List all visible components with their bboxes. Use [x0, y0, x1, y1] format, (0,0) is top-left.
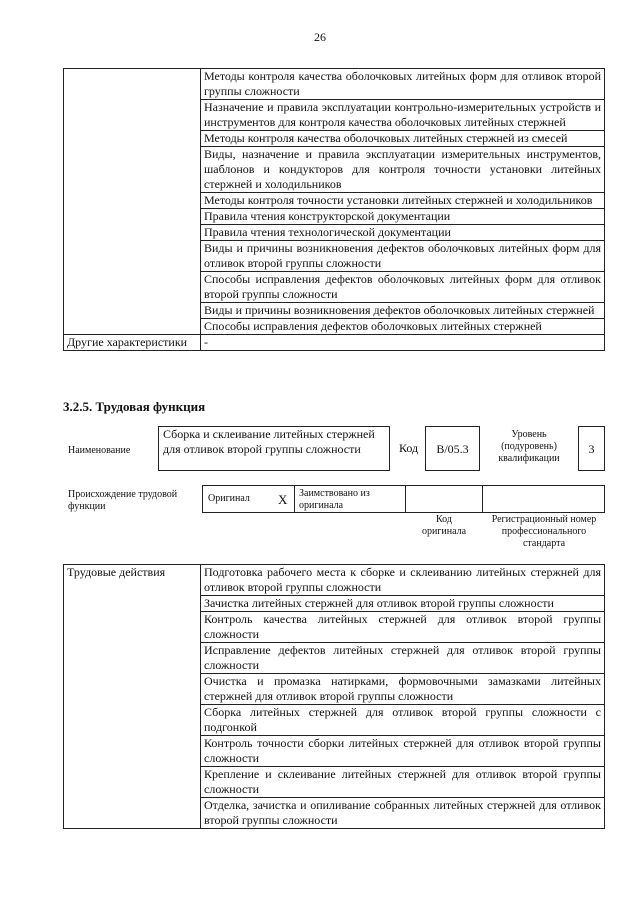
table-row	[64, 335, 605, 351]
knowledge-table	[63, 68, 605, 351]
origin-label: Происхождение трудовой функции	[68, 489, 178, 512]
code-original-label: Код оригинала	[421, 514, 467, 537]
knowledge-item: Виды и причины возникновения дефектов оболочковых литейных форм для отливок второй группы сложности	[201, 241, 605, 272]
action-item: Контроль качества литейных стержней для отливок второй группы сложности	[201, 612, 605, 643]
code-label: Код	[399, 441, 419, 455]
name-label: Наименование	[68, 445, 131, 456]
labor-actions-table	[63, 564, 605, 829]
other-characteristics-label: Другие характеристики	[64, 335, 201, 351]
origin-table	[202, 485, 605, 513]
knowledge-item: Виды, назначение и правила эксплуатации измерительных инструментов, шаблонов и кондукторов для контроля точности установки литейных стержней и холодильников	[201, 147, 605, 193]
knowledge-item: Виды и причины возникновения дефектов оболочковых литейных стержней	[201, 303, 605, 319]
knowledge-item: Способы исправления дефектов оболочковых литейных форм для отливок второй группы сложности	[201, 272, 605, 303]
action-item: Сборка литейных стержней для отливок второй группы сложности с подгонкой	[201, 705, 605, 736]
action-item: Очистка и промазка натирками, формовочными замазками литейных стержней для отливок второй группы сложности	[201, 674, 605, 705]
function-name-field: Сборка и склеивание литейных стержней для отливок второй группы сложности	[158, 426, 390, 471]
action-item: Крепление и склеивание литейных стержней для отливок второй группы сложности	[201, 767, 605, 798]
knowledge-item: Правила чтения конструкторской документации	[201, 209, 605, 225]
reg-number-label: Регистрационный номер профессионального стандарта	[491, 514, 597, 549]
action-item: Подготовка рабочего места к сборке и склеиванию литейных стержней для отливок второй группы сложности	[201, 565, 605, 596]
knowledge-item: Правила чтения технологической документации	[201, 225, 605, 241]
action-item: Контроль точности сборки литейных стержней для отливок второй группы сложности	[201, 736, 605, 767]
knowledge-item: Назначение и правила эксплуатации контрольно-измерительных устройств и инструментов для контроля качества оболочковых литейных стержней	[201, 100, 605, 131]
action-item: Отделка, зачистка и опиливание собранных литейных стержней для отливок второй группы сложности	[201, 798, 605, 829]
knowledge-item: Методы контроля точности установки литейных стержней и холодильников	[201, 193, 605, 209]
borrowed-label: Заимствовано из оригинала	[299, 488, 370, 511]
level-value: 3	[578, 426, 605, 471]
divider	[405, 486, 406, 512]
level-label: Уровень (подуровень) квалификации	[498, 429, 560, 464]
divider	[482, 486, 483, 512]
table-row	[64, 565, 605, 596]
original-mark: X	[278, 492, 288, 507]
original-label: Оригинал	[208, 493, 250, 504]
page-number: 26	[314, 30, 326, 44]
labor-actions-label: Трудовые действия	[64, 565, 201, 829]
action-item: Исправление дефектов литейных стержней для отливок второй группы сложности	[201, 643, 605, 674]
knowledge-item: Способы исправления дефектов оболочковых литейных стержней	[201, 319, 605, 335]
section-heading: 3.2.5. Трудовая функция	[63, 399, 206, 414]
knowledge-item: Методы контроля качества оболочковых литейных стержней из смесей	[201, 131, 605, 147]
knowledge-label-cell	[64, 69, 201, 335]
table-row	[64, 69, 605, 100]
knowledge-item: Методы контроля качества оболочковых литейных форм для отливок второй группы сложности	[201, 69, 605, 100]
other-characteristics-value: -	[201, 335, 605, 351]
divider	[294, 486, 295, 512]
action-item: Зачистка литейных стержней для отливок второй группы сложности	[201, 596, 605, 612]
code-value: B/05.3	[425, 426, 480, 471]
